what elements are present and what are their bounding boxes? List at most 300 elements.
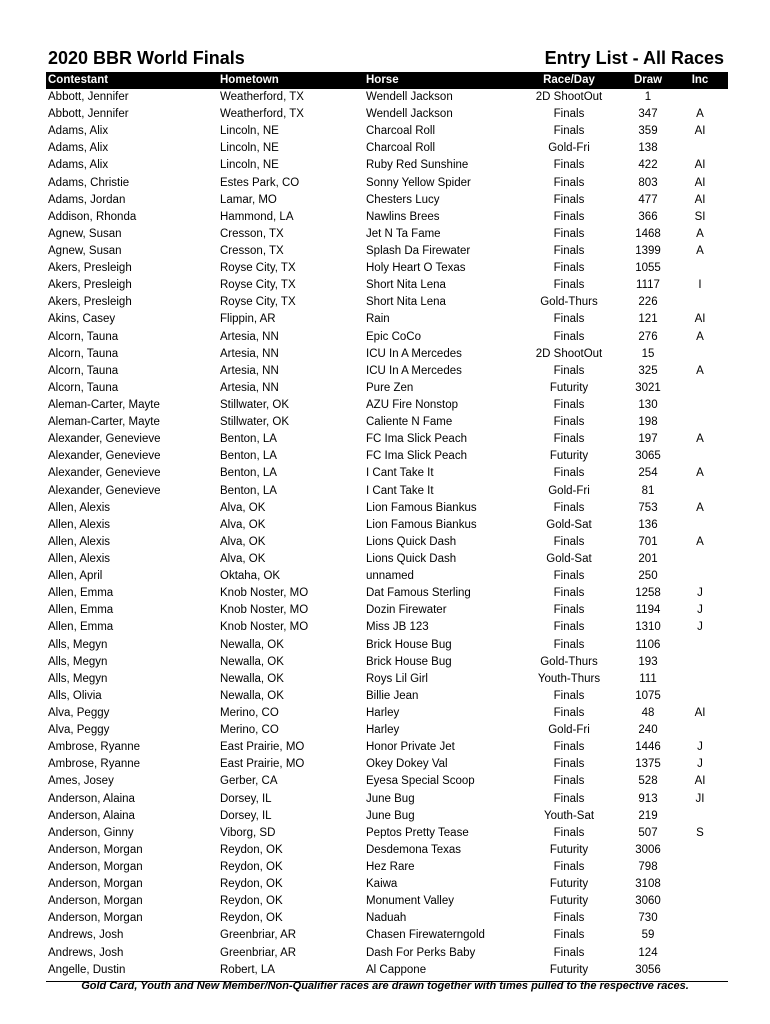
cell-race-day: Finals	[553, 535, 585, 548]
cell-horse: Okey Dokey Val	[366, 758, 448, 771]
cell-hometown: Merino, CO	[220, 706, 279, 719]
cell-contestant: Allen, Emma	[48, 587, 114, 600]
table-row	[46, 329, 728, 346]
column-header-hometown: Hometown	[220, 74, 279, 86]
cell-hometown: Robert, LA	[220, 963, 275, 976]
cell-race-day: Finals	[553, 570, 585, 583]
cell-horse: ICU In A Mercedes	[366, 347, 462, 360]
cell-inc: A	[696, 364, 704, 377]
cell-contestant: Andrews, Josh	[48, 946, 124, 959]
table-row	[46, 243, 728, 260]
cell-inc: AI	[694, 193, 706, 206]
cell-horse: Honor Private Jet	[366, 741, 455, 754]
cell-draw: 798	[638, 860, 658, 873]
cell-hometown: East Prairie, MO	[220, 741, 305, 754]
cell-race-day: 2D ShootOut	[535, 347, 603, 360]
table-row	[46, 962, 728, 979]
event-title: 2020 BBR World Finals	[48, 48, 245, 68]
cell-contestant: Anderson, Ginny	[48, 826, 134, 839]
cell-draw: 3006	[635, 843, 661, 856]
table-row	[46, 431, 728, 448]
cell-race-day: Finals	[553, 775, 585, 788]
cell-race-day: Futurity	[549, 381, 589, 394]
cell-inc: J	[697, 604, 703, 617]
cell-race-day: Finals	[553, 176, 585, 189]
cell-horse: Monument Valley	[366, 895, 454, 908]
cell-hometown: Newalla, OK	[220, 689, 284, 702]
cell-contestant: Anderson, Morgan	[48, 912, 143, 925]
table-row	[46, 209, 728, 226]
cell-contestant: Aleman-Carter, Mayte	[48, 399, 160, 412]
cell-horse: Rain	[366, 313, 390, 326]
cell-horse: Dash For Perks Baby	[366, 946, 476, 959]
cell-draw: 477	[638, 193, 658, 206]
cell-draw: 1446	[635, 741, 661, 754]
cell-draw: 366	[638, 210, 658, 223]
cell-hometown: Merino, CO	[220, 724, 279, 737]
table-row	[46, 483, 728, 500]
cell-hometown: Greenbriar, AR	[220, 929, 297, 942]
table-row	[46, 89, 728, 106]
cell-inc: A	[696, 433, 704, 446]
cell-horse: Billie Jean	[366, 689, 419, 702]
cell-contestant: Agnew, Susan	[48, 227, 122, 240]
table-row	[46, 739, 728, 756]
cell-draw: 528	[638, 775, 658, 788]
cell-inc: AI	[694, 159, 706, 172]
cell-draw: 81	[641, 484, 655, 497]
cell-contestant: Alva, Peggy	[48, 724, 110, 737]
cell-inc	[672, 893, 728, 910]
cell-horse: Chasen Firewaterngold	[366, 929, 485, 942]
table-row	[46, 140, 728, 157]
cell-draw: 1106	[635, 638, 661, 651]
cell-draw: 803	[638, 176, 658, 189]
cell-draw: 48	[641, 706, 655, 719]
cell-inc	[672, 962, 728, 979]
cell-hometown: Newalla, OK	[220, 655, 284, 668]
list-title: Entry List - All Races	[544, 48, 724, 68]
cell-draw: 1399	[635, 245, 661, 258]
cell-contestant: Alexander, Genevieve	[48, 467, 161, 480]
cell-race-day: Finals	[553, 227, 585, 240]
cell-contestant: Addison, Rhonda	[48, 210, 137, 223]
cell-contestant: Ambrose, Ryanne	[48, 758, 141, 771]
cell-inc: A	[696, 467, 704, 480]
cell-inc: JI	[695, 792, 705, 805]
cell-draw: 3056	[635, 963, 661, 976]
cell-race-day: Finals	[553, 159, 585, 172]
cell-hometown: Royse City, TX	[220, 262, 296, 275]
cell-horse: Wendell Jackson	[366, 91, 453, 104]
cell-hometown: Benton, LA	[220, 450, 277, 463]
cell-horse: Splash Da Firewater	[366, 245, 471, 258]
cell-race-day: Finals	[553, 501, 585, 514]
cell-horse: Holy Heart O Texas	[366, 262, 466, 275]
cell-horse: Charcoal Roll	[366, 142, 436, 155]
cell-inc: AI	[694, 313, 706, 326]
cell-race-day: Gold-Thurs	[540, 296, 598, 309]
cell-inc: AI	[694, 775, 706, 788]
cell-horse: Harley	[366, 724, 400, 737]
cell-horse: AZU Fire Nonstop	[366, 399, 459, 412]
table-row	[46, 277, 728, 294]
cell-inc: A	[696, 245, 704, 258]
cell-inc	[672, 671, 728, 688]
cell-hometown: Lincoln, NE	[220, 142, 279, 155]
cell-inc	[672, 876, 728, 893]
cell-inc	[672, 294, 728, 311]
cell-horse: Jet N Ta Fame	[366, 227, 441, 240]
cell-race-day: Finals	[553, 433, 585, 446]
cell-hometown: Hammond, LA	[220, 210, 294, 223]
table-row	[46, 602, 728, 619]
cell-hometown: Weatherford, TX	[220, 91, 304, 104]
column-header-horse: Horse	[366, 74, 399, 86]
cell-inc: AI	[694, 125, 706, 138]
cell-draw: 3021	[635, 381, 661, 394]
cell-race-day: Youth-Sat	[543, 809, 595, 822]
cell-race-day: Gold-Fri	[548, 724, 590, 737]
cell-contestant: Adams, Jordan	[48, 193, 126, 206]
cell-inc	[672, 380, 728, 397]
cell-contestant: Allen, Alexis	[48, 501, 111, 514]
cell-hometown: Alva, OK	[220, 553, 266, 565]
cell-draw: 3108	[635, 878, 661, 891]
cell-hometown: Artesia, NN	[220, 330, 279, 343]
cell-horse: June Bug	[366, 809, 415, 822]
cell-hometown: Knob Noster, MO	[220, 604, 309, 617]
cell-contestant: Akers, Presleigh	[48, 279, 132, 292]
cell-inc	[672, 808, 728, 825]
cell-contestant: Akins, Casey	[48, 313, 116, 326]
cell-horse: Brick House Bug	[366, 638, 452, 651]
cell-inc	[672, 448, 728, 465]
cell-horse: Nawlins Brees	[366, 210, 440, 223]
cell-draw: 701	[638, 535, 658, 548]
cell-draw: 111	[639, 672, 657, 685]
cell-hometown: Reydon, OK	[220, 843, 283, 856]
table-row	[46, 688, 728, 705]
cell-draw: 1375	[635, 758, 661, 771]
column-header-draw: Draw	[633, 74, 663, 86]
cell-hometown: Lincoln, NE	[220, 125, 279, 138]
cell-race-day: Finals	[553, 364, 585, 377]
cell-inc	[672, 944, 728, 961]
cell-draw: 1075	[635, 689, 661, 702]
cell-draw: 201	[638, 553, 658, 565]
cell-contestant: Alcorn, Tauna	[48, 364, 119, 377]
cell-contestant: Alexander, Genevieve	[48, 433, 161, 446]
cell-contestant: Andrews, Josh	[48, 929, 124, 942]
cell-contestant: Alva, Peggy	[48, 706, 110, 719]
cell-contestant: Anderson, Alaina	[48, 809, 135, 822]
cell-contestant: Akers, Presleigh	[48, 296, 132, 309]
cell-race-day: Finals	[553, 210, 585, 223]
cell-race-day: Gold-Sat	[546, 553, 592, 565]
table-row	[46, 311, 728, 328]
cell-contestant: Allen, Emma	[48, 621, 114, 634]
cell-horse: Miss JB 123	[366, 621, 429, 634]
table-row	[46, 722, 728, 739]
table-row	[46, 654, 728, 671]
cell-inc: J	[697, 758, 703, 771]
cell-contestant: Anderson, Morgan	[48, 878, 143, 891]
cell-hometown: Knob Noster, MO	[220, 621, 309, 634]
cell-horse: Short Nita Lena	[366, 296, 446, 309]
cell-inc	[672, 483, 728, 500]
cell-hometown: Viborg, SD	[220, 826, 276, 839]
cell-horse: FC Ima Slick Peach	[366, 450, 467, 463]
cell-inc	[672, 517, 728, 534]
cell-hometown: Benton, LA	[220, 484, 277, 497]
cell-horse: Dozin Firewater	[366, 604, 447, 617]
cell-race-day: Finals	[553, 792, 585, 805]
cell-hometown: East Prairie, MO	[220, 758, 305, 771]
cell-horse: FC Ima Slick Peach	[366, 433, 467, 446]
column-header-race-day: Race/Day	[543, 74, 595, 86]
cell-race-day: Youth-Thurs	[537, 672, 601, 685]
cell-hometown: Alva, OK	[220, 518, 266, 531]
cell-inc	[672, 346, 728, 363]
cell-draw: 1055	[635, 262, 661, 275]
cell-hometown: Lincoln, NE	[220, 159, 279, 172]
cell-horse: Peptos Pretty Tease	[366, 826, 469, 839]
cell-horse: Charcoal Roll	[366, 125, 436, 138]
table-row	[46, 825, 728, 842]
cell-hometown: Reydon, OK	[220, 895, 283, 908]
cell-horse: Harley	[366, 706, 400, 719]
cell-draw: 347	[638, 108, 658, 121]
cell-horse: unnamed	[366, 570, 414, 583]
cell-draw: 422	[638, 159, 658, 172]
cell-inc: J	[697, 587, 703, 600]
cell-inc	[672, 568, 728, 585]
cell-hometown: Newalla, OK	[220, 638, 284, 651]
cell-contestant: Alcorn, Tauna	[48, 330, 119, 343]
table-row	[46, 910, 728, 927]
cell-contestant: Abbott, Jennifer	[48, 91, 129, 104]
cell-race-day: Finals	[553, 245, 585, 258]
cell-inc	[672, 654, 728, 671]
cell-race-day: Finals	[553, 604, 585, 617]
cell-contestant: Ambrose, Ryanne	[48, 741, 141, 754]
cell-draw: 1117	[636, 279, 660, 292]
cell-race-day: Gold-Fri	[548, 142, 590, 155]
cell-contestant: Anderson, Morgan	[48, 860, 143, 873]
cell-horse: Short Nita Lena	[366, 279, 446, 292]
table-row	[46, 192, 728, 209]
table-row	[46, 790, 728, 807]
cell-hometown: Gerber, CA	[220, 775, 278, 788]
cell-draw: 254	[638, 467, 658, 480]
cell-draw: 138	[638, 142, 658, 155]
cell-draw: 136	[638, 518, 658, 531]
cell-hometown: Benton, LA	[220, 433, 277, 446]
cell-hometown: Weatherford, TX	[220, 108, 304, 121]
cell-contestant: Anderson, Morgan	[48, 843, 143, 856]
cell-draw: 730	[638, 912, 658, 925]
table-row	[46, 671, 728, 688]
cell-race-day: Gold-Sat	[546, 518, 592, 531]
cell-inc: J	[697, 741, 703, 754]
cell-contestant: Alcorn, Tauna	[48, 347, 119, 360]
table-row	[46, 568, 728, 585]
cell-contestant: Alls, Olivia	[48, 689, 102, 702]
cell-draw: 1258	[635, 587, 661, 600]
cell-inc: S	[696, 826, 704, 839]
cell-horse: Lions Quick Dash	[366, 553, 457, 565]
cell-draw: 276	[638, 330, 658, 343]
cell-race-day: Finals	[553, 929, 585, 942]
footnote: Gold Card, Youth and New Member/Non-Qualifier races are drawn together with times pulled to the respective races.	[81, 980, 689, 992]
cell-contestant: Allen, April	[48, 570, 103, 583]
cell-inc	[672, 140, 728, 157]
cell-draw: 1310	[635, 621, 661, 634]
cell-contestant: Alexander, Genevieve	[48, 450, 161, 463]
cell-contestant: Agnew, Susan	[48, 245, 122, 258]
table-row	[46, 363, 728, 380]
cell-race-day: Futurity	[549, 895, 589, 908]
cell-hometown: Reydon, OK	[220, 912, 283, 925]
cell-horse: Lion Famous Biankus	[366, 518, 477, 531]
cell-contestant: Alls, Megyn	[48, 655, 108, 668]
cell-draw: 3060	[635, 895, 661, 908]
cell-race-day: Finals	[553, 313, 585, 326]
cell-horse: June Bug	[366, 792, 415, 805]
cell-horse: Sonny Yellow Spider	[366, 176, 471, 189]
cell-inc	[672, 637, 728, 654]
column-header-inc: Inc	[691, 74, 709, 86]
cell-inc: A	[696, 227, 704, 240]
cell-draw: 197	[638, 433, 658, 446]
table-row	[46, 414, 728, 431]
cell-contestant: Allen, Emma	[48, 604, 114, 617]
table-row	[46, 260, 728, 277]
cell-contestant: Adams, Alix	[48, 159, 109, 172]
table-row	[46, 106, 728, 123]
table-row	[46, 534, 728, 551]
table-row	[46, 448, 728, 465]
cell-hometown: Estes Park, CO	[220, 176, 300, 189]
cell-hometown: Knob Noster, MO	[220, 587, 309, 600]
table-row	[46, 808, 728, 825]
cell-contestant: Angelle, Dustin	[48, 963, 126, 976]
cell-race-day: Finals	[553, 621, 585, 634]
cell-race-day: Finals	[553, 416, 585, 429]
table-row	[46, 756, 728, 773]
cell-draw: 1	[644, 91, 652, 104]
cell-contestant: Ames, Josey	[48, 775, 114, 788]
cell-race-day: Finals	[553, 706, 585, 719]
cell-race-day: Finals	[553, 741, 585, 754]
cell-draw: 325	[638, 364, 658, 377]
cell-contestant: Allen, Alexis	[48, 535, 111, 548]
cell-race-day: Finals	[553, 638, 585, 651]
cell-horse: Naduah	[366, 912, 407, 925]
table-row	[46, 705, 728, 722]
cell-contestant: Abbott, Jennifer	[48, 108, 129, 121]
cell-race-day: Finals	[553, 399, 585, 412]
cell-race-day: Finals	[553, 193, 585, 206]
cell-hometown: Lamar, MO	[220, 193, 277, 206]
cell-draw: 507	[638, 826, 658, 839]
table-row	[46, 585, 728, 602]
cell-draw: 59	[641, 929, 655, 942]
cell-draw: 913	[638, 792, 658, 805]
cell-inc	[672, 414, 728, 431]
table-row	[46, 397, 728, 414]
cell-contestant: Alls, Megyn	[48, 638, 108, 651]
cell-inc: I	[698, 279, 702, 292]
cell-draw: 3065	[635, 450, 661, 463]
cell-draw: 124	[638, 946, 658, 959]
cell-hometown: Alva, OK	[220, 501, 266, 514]
cell-contestant: Alcorn, Tauna	[48, 381, 119, 394]
cell-contestant: Allen, Alexis	[48, 518, 111, 531]
cell-hometown: Artesia, NN	[220, 364, 279, 377]
column-header-contestant: Contestant	[48, 74, 109, 86]
cell-horse: Lions Quick Dash	[366, 535, 457, 548]
cell-inc: A	[696, 108, 704, 121]
entry-table	[46, 72, 728, 979]
table-row	[46, 465, 728, 482]
cell-race-day: Finals	[553, 587, 585, 600]
table-row	[46, 294, 728, 311]
cell-contestant: Adams, Alix	[48, 142, 109, 155]
cell-hometown: Stillwater, OK	[220, 399, 290, 412]
cell-race-day: Finals	[553, 262, 585, 275]
table-row	[46, 500, 728, 517]
cell-inc: SI	[694, 210, 706, 223]
table-row	[46, 893, 728, 910]
cell-inc: A	[696, 501, 704, 514]
cell-draw: 1468	[635, 227, 661, 240]
cell-hometown: Alva, OK	[220, 535, 266, 548]
cell-horse: Eyesa Special Scoop	[366, 775, 475, 788]
cell-race-day: Futurity	[549, 450, 589, 463]
cell-race-day: Futurity	[549, 878, 589, 891]
cell-draw: 240	[638, 724, 658, 737]
cell-draw: 1194	[635, 604, 661, 617]
cell-horse: Brick House Bug	[366, 655, 452, 668]
cell-race-day: Finals	[553, 946, 585, 959]
cell-horse: I Cant Take It	[366, 484, 434, 497]
cell-inc	[672, 397, 728, 414]
cell-race-day: Finals	[553, 689, 585, 702]
cell-hometown: Cresson, TX	[220, 245, 284, 258]
cell-race-day: Finals	[553, 108, 585, 121]
cell-hometown: Artesia, NN	[220, 347, 279, 360]
cell-contestant: Anderson, Alaina	[48, 792, 135, 805]
cell-horse: Chesters Lucy	[366, 193, 440, 206]
cell-race-day: Finals	[553, 826, 585, 839]
cell-draw: 250	[638, 570, 658, 583]
cell-contestant: Akers, Presleigh	[48, 262, 132, 275]
table-row	[46, 619, 728, 636]
cell-horse: ICU In A Mercedes	[366, 364, 462, 377]
table-row	[46, 175, 728, 192]
cell-contestant: Allen, Alexis	[48, 553, 111, 565]
cell-race-day: Finals	[553, 467, 585, 480]
cell-contestant: Anderson, Morgan	[48, 895, 143, 908]
cell-horse: Epic CoCo	[366, 330, 421, 343]
cell-hometown: Oktaha, OK	[220, 570, 281, 583]
cell-horse: Roys Lil Girl	[366, 672, 428, 685]
cell-horse: I Cant Take It	[366, 467, 434, 480]
cell-inc	[672, 842, 728, 859]
cell-inc: AI	[694, 706, 706, 719]
